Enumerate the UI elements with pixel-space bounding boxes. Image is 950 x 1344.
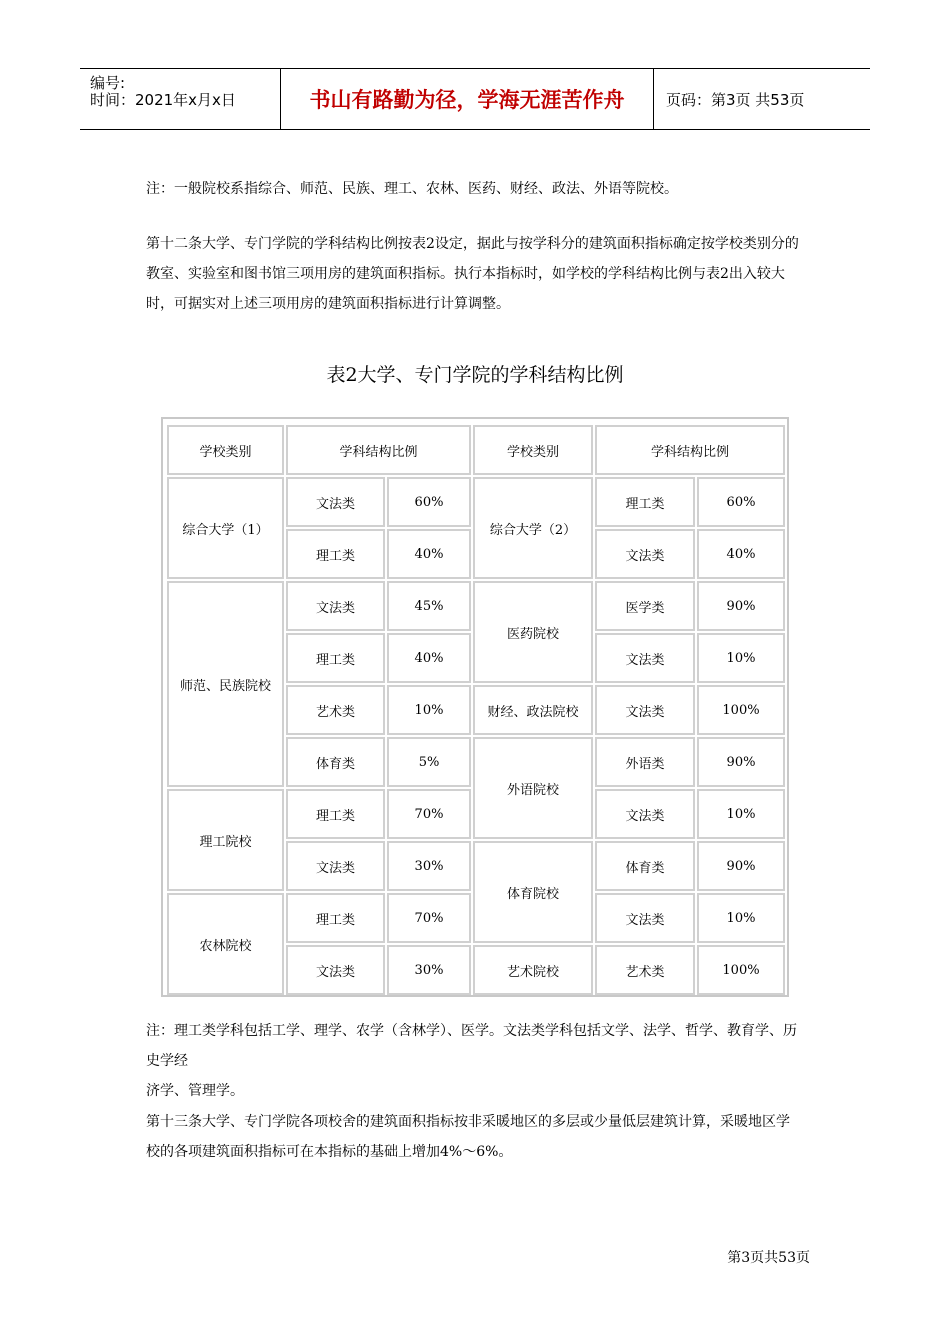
school-type-cell: 综合大学（2） xyxy=(473,477,593,579)
article-line: 教室、实验室和图书馆三项用房的建筑面积指标。执行本指标时，如学校的学科结构比例与表2出入较大 xyxy=(146,266,785,282)
article-line: 第十三条大学、专门学院各项校舍的建筑面积指标按非采暖地区的多层或少量低层建筑计算，采暖地区学 xyxy=(146,1114,790,1130)
note-paragraph-1 xyxy=(146,174,810,204)
table-caption: 表2大学、专门学院的学科结构比例 xyxy=(326,364,624,386)
subject-cell: 体育类 xyxy=(595,841,695,891)
subject-cell: 文法类 xyxy=(286,945,385,995)
subject-cell: 体育类 xyxy=(286,737,385,787)
article-12-paragraph xyxy=(146,229,810,319)
percent-cell: 60% xyxy=(697,477,785,527)
school-type-cell: 外语院校 xyxy=(473,737,593,839)
note-line: 注：一般院校系指综合、师范、民族、理工、农林、医药、财经、政法、外语等院校。 xyxy=(146,181,678,197)
percent-cell: 90% xyxy=(697,737,785,787)
subject-cell: 文法类 xyxy=(286,477,385,527)
school-type-cell: 艺术院校 xyxy=(473,945,593,995)
percent-cell: 90% xyxy=(697,841,785,891)
percent-cell: 30% xyxy=(387,841,471,891)
subject-cell: 文法类 xyxy=(595,633,695,683)
article-line: 时，可据实对上述三项用房的建筑面积指标进行计算调整。 xyxy=(146,296,510,312)
table-header-cell: 学科结构比例 xyxy=(595,425,785,475)
article-13-paragraph xyxy=(146,1107,810,1167)
percent-cell: 40% xyxy=(387,633,471,683)
subject-cell: 文法类 xyxy=(595,893,695,943)
table-header-cell: 学校类别 xyxy=(167,425,284,475)
page-header xyxy=(80,68,870,130)
article-line: 校的各项建筑面积指标可在本指标的基础上增加4%～6%。 xyxy=(146,1144,513,1160)
header-motto: 书山有路勤为径，学海无涯苦作舟 xyxy=(281,69,654,129)
subject-cell: 理工类 xyxy=(286,529,385,579)
subject-cell: 理工类 xyxy=(286,633,385,683)
school-type-cell: 医药院校 xyxy=(473,581,593,683)
percent-cell: 10% xyxy=(697,633,785,683)
table-header-cell: 学科结构比例 xyxy=(286,425,471,475)
doc-number-label: 编号: xyxy=(90,74,126,92)
structure-table xyxy=(161,417,789,997)
subject-cell: 理工类 xyxy=(286,789,385,839)
doc-date-label: 时间：2021年x月x日 xyxy=(90,91,236,109)
percent-cell: 70% xyxy=(387,789,471,839)
subject-cell: 文法类 xyxy=(595,529,695,579)
school-type-cell: 综合大学（1） xyxy=(167,477,284,579)
subject-cell: 理工类 xyxy=(595,477,695,527)
percent-cell: 70% xyxy=(387,893,471,943)
header-page-number: 页码：第3页 共53页 xyxy=(666,90,805,109)
percent-cell: 40% xyxy=(387,529,471,579)
subject-cell: 文法类 xyxy=(286,581,385,631)
subject-cell: 文法类 xyxy=(286,841,385,891)
percent-cell: 10% xyxy=(387,685,471,735)
percent-cell: 45% xyxy=(387,581,471,631)
percent-cell: 60% xyxy=(387,477,471,527)
subject-cell: 外语类 xyxy=(595,737,695,787)
school-type-cell: 师范、民族院校 xyxy=(167,581,284,787)
percent-cell: 100% xyxy=(697,685,785,735)
school-type-cell: 农林院校 xyxy=(167,893,284,995)
school-type-cell: 财经、政法院校 xyxy=(473,685,593,735)
percent-cell: 90% xyxy=(697,581,785,631)
header-meta xyxy=(80,69,281,129)
percent-cell: 10% xyxy=(697,789,785,839)
note-line: 注：理工类学科包括工学、理学、农学（含林学）、医学。文法类学科包括文学、法学、哲学、教育学、历史学经 xyxy=(146,1023,797,1069)
subject-cell: 艺术类 xyxy=(286,685,385,735)
subject-cell: 理工类 xyxy=(286,893,385,943)
subject-cell: 艺术类 xyxy=(595,945,695,995)
percent-cell: 10% xyxy=(697,893,785,943)
school-type-cell: 理工院校 xyxy=(167,789,284,891)
percent-cell: 5% xyxy=(387,737,471,787)
subject-cell: 医学类 xyxy=(595,581,695,631)
note-line: 济学、管理学。 xyxy=(146,1083,244,1099)
subject-cell: 文法类 xyxy=(595,789,695,839)
school-type-cell: 体育院校 xyxy=(473,841,593,943)
note-paragraph-2 xyxy=(146,1016,810,1106)
footer-page-number: 第3页共53页 xyxy=(727,1250,810,1266)
percent-cell: 40% xyxy=(697,529,785,579)
table-header-cell: 学校类别 xyxy=(473,425,593,475)
article-line: 第十二条大学、专门学院的学科结构比例按表2设定，据此与按学科分的建筑面积指标确定按学校类别分的 xyxy=(146,236,799,252)
subject-cell: 文法类 xyxy=(595,685,695,735)
percent-cell: 30% xyxy=(387,945,471,995)
percent-cell: 100% xyxy=(697,945,785,995)
